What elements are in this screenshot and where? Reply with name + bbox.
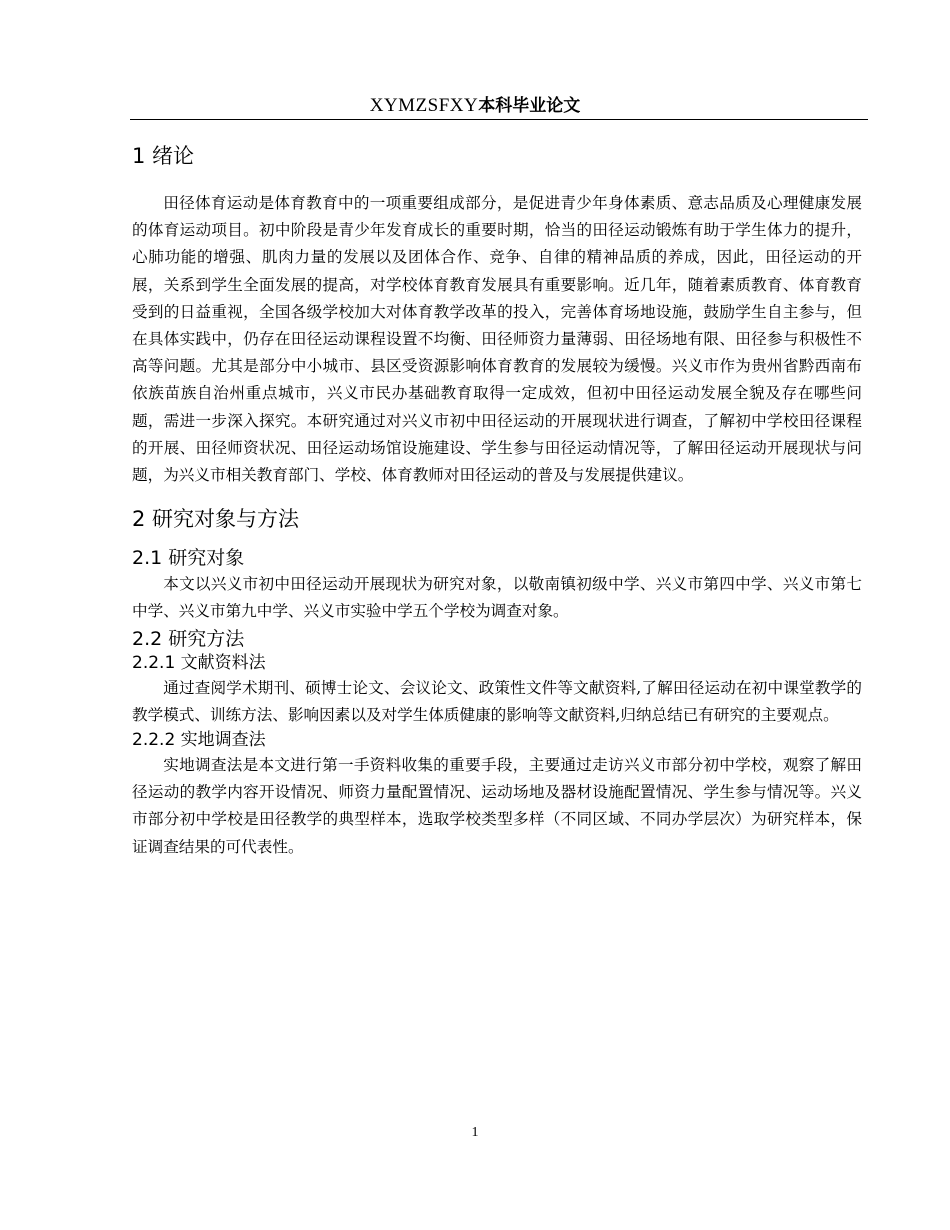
section-2-2-heading: 2.2 研究方法 [132, 627, 245, 650]
section-2-1-heading: 2.1 研究对象 [132, 547, 245, 570]
header-title: 本科毕业论文 [478, 96, 581, 116]
section-1-paragraph: 田径体育运动是体育教育中的一项重要组成部分，是促进青少年身体素质、意志品质及心理健康发展的体育运动项目。初中阶段是青少年发育成长的重要时期，恰当的田径运动锻炼有助于学生体力的提升，心肺功能的增强、肌肉力量的发展以及团体合作、竞争、自律的精神品质的养成，因此，田径运动的开展，关系到学生全面发展的提高，对学校体育教育发展具有重要影响。近几年，随着素质教育、体育教育受到的日益重视，全国各级学校加大对体育教学改革的投入，完善体育场地设施，鼓励学生自主参与，但在具体实践中，仍存在田径运动课程设置不均衡、田径师资力量薄弱、田径场地有限、田径参与积极性不高等问题。尤其是部分中小城市、县区受资源影响体育教育的发展较为缓慢。兴义市作为贵州省黔西南布依族苗族自治州重点城市，兴义市民办基础教育取得一定成效，但初中田径运动发展全貌及存在哪些问题，需进一步深入探究。本研究通过对兴义市初中田径运动的开展现状进行调查，了解初中学校田径课程的开展、田径师资状况、田径运动场馆设施建设、学生参与田径运动情况等，了解田径运动开展现状与问题，为兴义市相关教育部门、学校、体育教师对田径运动的普及与发展提供建议。 [132, 194, 862, 485]
section-2-1-paragraph: 本文以兴义市初中田径运动开展现状为研究对象，以敬南镇初级中学、兴义市第四中学、兴义市第七中学、兴义市第九中学、兴义市实验中学五个学校为调查对象。 [132, 575, 862, 621]
header-rule [130, 119, 868, 120]
section-2-2-2-paragraph: 实地调查法是本文进行第一手资料收集的重要手段，主要通过走访兴义市部分初中学校，观察了解田径运动的教学内容开设情况、师资力量配置情况、运动场地及器材设施配置情况、学生参与情况等。兴义市部分初中学校是田径教学的典型样本，选取学校类型多样（不同区域、不同办学层次）为研究样本，保证调查结果的可代表性。 [132, 756, 862, 856]
section-1-heading: 1 绪论 [132, 144, 195, 168]
page-number: 1 [471, 1125, 479, 1140]
running-header [0, 94, 950, 117]
section-2-2-1-heading: 2.2.1 文献资料法 [132, 652, 266, 673]
section-2-2-1-paragraph: 通过查阅学术期刊、硕博士论文、会议论文、政策性文件等文献资料,了解田径运动在初中课堂教学的教学模式、训练方法、影响因素以及对学生体质健康的影响等文献资料,归纳总结已有研究的主要观点。 [132, 678, 862, 724]
section-2-2-2-heading: 2.2.2 实地调查法 [132, 730, 266, 751]
section-2-heading: 2 研究对象与方法 [132, 507, 300, 532]
header-code: XYMZSFXY [369, 95, 479, 116]
document-body [132, 140, 862, 861]
